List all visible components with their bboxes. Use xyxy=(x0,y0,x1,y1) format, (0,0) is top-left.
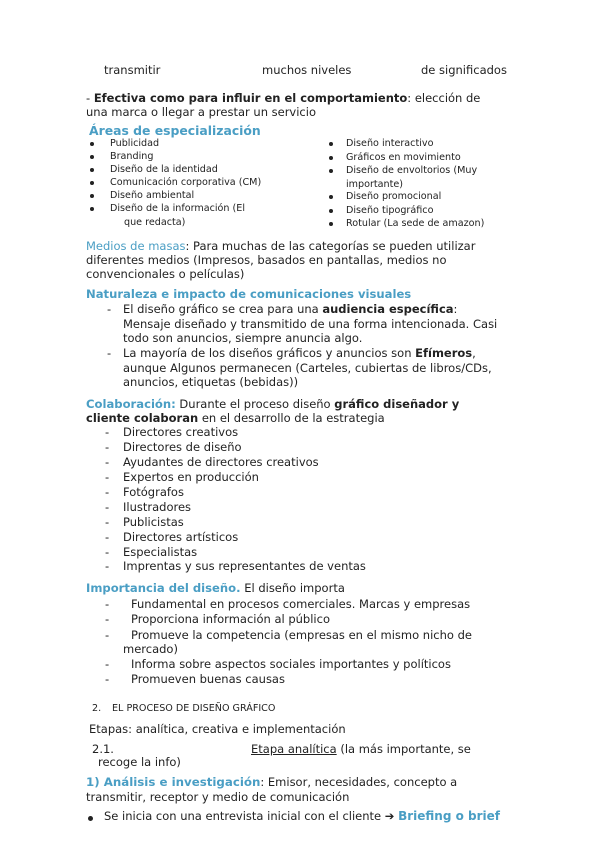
areas-left-item: Diseño de la identidad xyxy=(110,164,218,175)
colaboracion-item: Imprentas y sus representantes de ventas xyxy=(123,559,366,573)
bullet-icon xyxy=(90,168,94,172)
naturaleza-item2-line2: aunque Algunos permanecen (Carteles, cubiertas de libros/CDs, xyxy=(123,361,492,375)
bullet-icon xyxy=(90,142,94,146)
areas-left-item-cont: que redacta) xyxy=(124,217,186,228)
sub-rest: (la más importante, se xyxy=(336,742,471,756)
importancia-item: Promueven buenas causas xyxy=(131,672,285,686)
naturaleza-item1-post: : xyxy=(453,302,458,316)
colaboracion-item: Directores artísticos xyxy=(123,530,239,544)
arrow-right-icon: ➔ xyxy=(384,809,395,823)
dash-icon: - xyxy=(105,612,110,626)
section2-title: EL PROCESO DE DISEÑO GRÁFICO xyxy=(112,703,276,714)
colaboracion-heading: Colaboración: xyxy=(86,397,176,411)
dash-icon: - xyxy=(105,470,110,484)
colaboracion-line2 xyxy=(86,411,385,425)
top-col2: muchos niveles xyxy=(262,63,352,77)
analisis-rest: : Emisor, necesidades, concepto a xyxy=(260,775,458,789)
efectiva-line2: una marca o llegar a prestar un servicio xyxy=(86,105,316,119)
analisis-line1 xyxy=(86,775,457,789)
dash-icon: - xyxy=(105,657,110,671)
areas-right-item: Diseño interactivo xyxy=(346,138,434,149)
dash-icon: - xyxy=(105,597,110,611)
bullet-icon xyxy=(90,155,94,159)
bullet-icon xyxy=(329,222,333,226)
naturaleza-item2-post: , xyxy=(472,346,476,360)
colaboracion-item: Especialistas xyxy=(123,545,198,559)
dash-icon: - xyxy=(107,346,112,360)
importancia-item: Informa sobre aspectos sociales importantes y políticos xyxy=(131,657,451,671)
bullet-icon xyxy=(329,169,333,173)
medios-text1: : Para muchas de las categorías se pueden utilizar xyxy=(185,239,476,253)
bullet-icon xyxy=(329,142,333,146)
top-col3: de significados xyxy=(421,63,507,77)
importancia-item-cont: mercado) xyxy=(123,642,178,656)
dash-icon: - xyxy=(107,302,112,316)
colaboracion-item: Directores creativos xyxy=(123,425,239,439)
naturaleza-heading: Naturaleza e impacto de comunicaciones visuales xyxy=(86,287,412,301)
analisis-heading: 1) Análisis e investigación xyxy=(86,775,261,789)
bullet-icon xyxy=(88,816,93,821)
sub-line2: recoge la info) xyxy=(98,755,181,769)
areas-right-item-cont: importante) xyxy=(346,179,404,190)
areas-left-item: Branding xyxy=(110,151,154,162)
areas-right-item: Rotular (La sede de amazon) xyxy=(346,218,485,229)
dash-icon: - xyxy=(105,559,110,573)
areas-right-item: Diseño de envoltorios (Muy xyxy=(346,165,478,176)
dash-icon: - xyxy=(105,628,110,642)
dash-icon: - xyxy=(105,425,110,439)
importancia-item: Proporciona información al público xyxy=(131,612,330,626)
naturaleza-item1-line2: Mensaje diseñado y transmitido de una forma intencionada. Casi xyxy=(123,317,498,331)
dash-icon: - xyxy=(105,530,110,544)
top-col1: transmitir xyxy=(104,63,161,77)
sub-number: 2.1. xyxy=(92,742,114,756)
bullet-icon xyxy=(329,195,333,199)
naturaleza-item1-line3: todo son anuncios, siempre anuncia algo. xyxy=(123,331,363,345)
colaboracion-bold2: cliente colaboran xyxy=(86,411,199,425)
colaboracion-item: Expertos en producción xyxy=(123,470,259,484)
medios-heading: Medios de masas xyxy=(86,239,186,253)
colaboracion-item: Fotógrafos xyxy=(123,485,184,499)
colaboracion-item: Ilustradores xyxy=(123,500,192,514)
areas-left-item: Comunicación corporativa (CM) xyxy=(110,177,262,188)
bullet-icon xyxy=(90,194,94,198)
dash-icon: - xyxy=(105,500,110,514)
sub-line1 xyxy=(251,742,471,756)
naturaleza-item2-bold: Efímeros xyxy=(415,346,473,360)
dash-icon: - xyxy=(105,672,110,686)
sub-title: Etapa analítica xyxy=(251,742,337,756)
naturaleza-item1-pre: El diseño gráfico se crea para una xyxy=(123,302,323,316)
analisis-bullet-bold: Briefing o brief xyxy=(398,809,501,823)
importancia-heading: Importancia del diseño. xyxy=(86,581,241,595)
medios-line1 xyxy=(86,239,475,253)
dash-icon: - xyxy=(105,455,110,469)
areas-heading: Áreas de especialización xyxy=(89,123,261,138)
areas-left-item: Diseño de la información (El xyxy=(110,203,245,214)
dash-icon: - xyxy=(105,485,110,499)
colaboracion-pre: Durante el proceso diseño xyxy=(175,397,335,411)
importancia-line xyxy=(86,581,345,595)
importancia-item: Fundamental en procesos comerciales. Marcas y empresas xyxy=(131,597,471,611)
areas-right-item: Diseño promocional xyxy=(346,191,442,202)
importancia-rest: El diseño importa xyxy=(240,581,345,595)
colaboracion-line1 xyxy=(86,397,459,411)
bullet-icon xyxy=(90,181,94,185)
analisis-bullet-text: Se inicia con una entrevista inicial con el cliente xyxy=(104,809,385,823)
areas-left-item: Diseño ambiental xyxy=(110,190,195,201)
efectiva-prefix: - xyxy=(86,91,94,105)
dash-icon: - xyxy=(105,440,110,454)
areas-right-item: Gráficos en movimiento xyxy=(346,152,461,163)
colaboracion-post: en el desarrollo de la estrategia xyxy=(198,411,385,425)
importancia-item: Promueve la competencia (empresas en el mismo nicho de xyxy=(131,628,472,642)
bullet-icon xyxy=(329,156,333,160)
analisis-bullet xyxy=(104,809,500,823)
areas-right-item: Diseño tipográfico xyxy=(346,205,434,216)
colaboracion-bold1: gráfico diseñador y xyxy=(334,397,460,411)
naturaleza-item2 xyxy=(123,346,476,360)
areas-left-item: Publicidad xyxy=(110,138,160,149)
analisis-line2: transmitir, receptor y medio de comunicación xyxy=(86,790,350,804)
naturaleza-item1 xyxy=(123,302,457,316)
naturaleza-item2-line3: anuncios, etiquetas (bebidas)) xyxy=(123,375,299,389)
medios-line2: diferentes medios (Impresos, basados en pantallas, medios no xyxy=(86,253,447,267)
dash-icon: - xyxy=(105,515,110,529)
colaboracion-item: Publicistas xyxy=(123,515,184,529)
section2-number: 2. xyxy=(92,703,102,714)
medios-line3: convencionales o películas) xyxy=(86,267,245,281)
bullet-icon xyxy=(90,207,94,211)
dash-icon: - xyxy=(105,545,110,559)
efectiva-line xyxy=(86,91,480,105)
efectiva-rest: : elección de xyxy=(407,91,481,105)
bullet-icon xyxy=(329,209,333,213)
naturaleza-item2-pre: La mayoría de los diseños gráficos y anuncios son xyxy=(123,346,416,360)
colaboracion-item: Directores de diseño xyxy=(123,440,242,454)
etapas-line: Etapas: analítica, creativa e implementación xyxy=(89,722,346,736)
colaboracion-item: Ayudantes de directores creativos xyxy=(123,455,319,469)
naturaleza-item1-bold: audiencia específica xyxy=(322,302,454,316)
efectiva-bold: Efectiva como para influir en el comportamiento xyxy=(93,91,408,105)
